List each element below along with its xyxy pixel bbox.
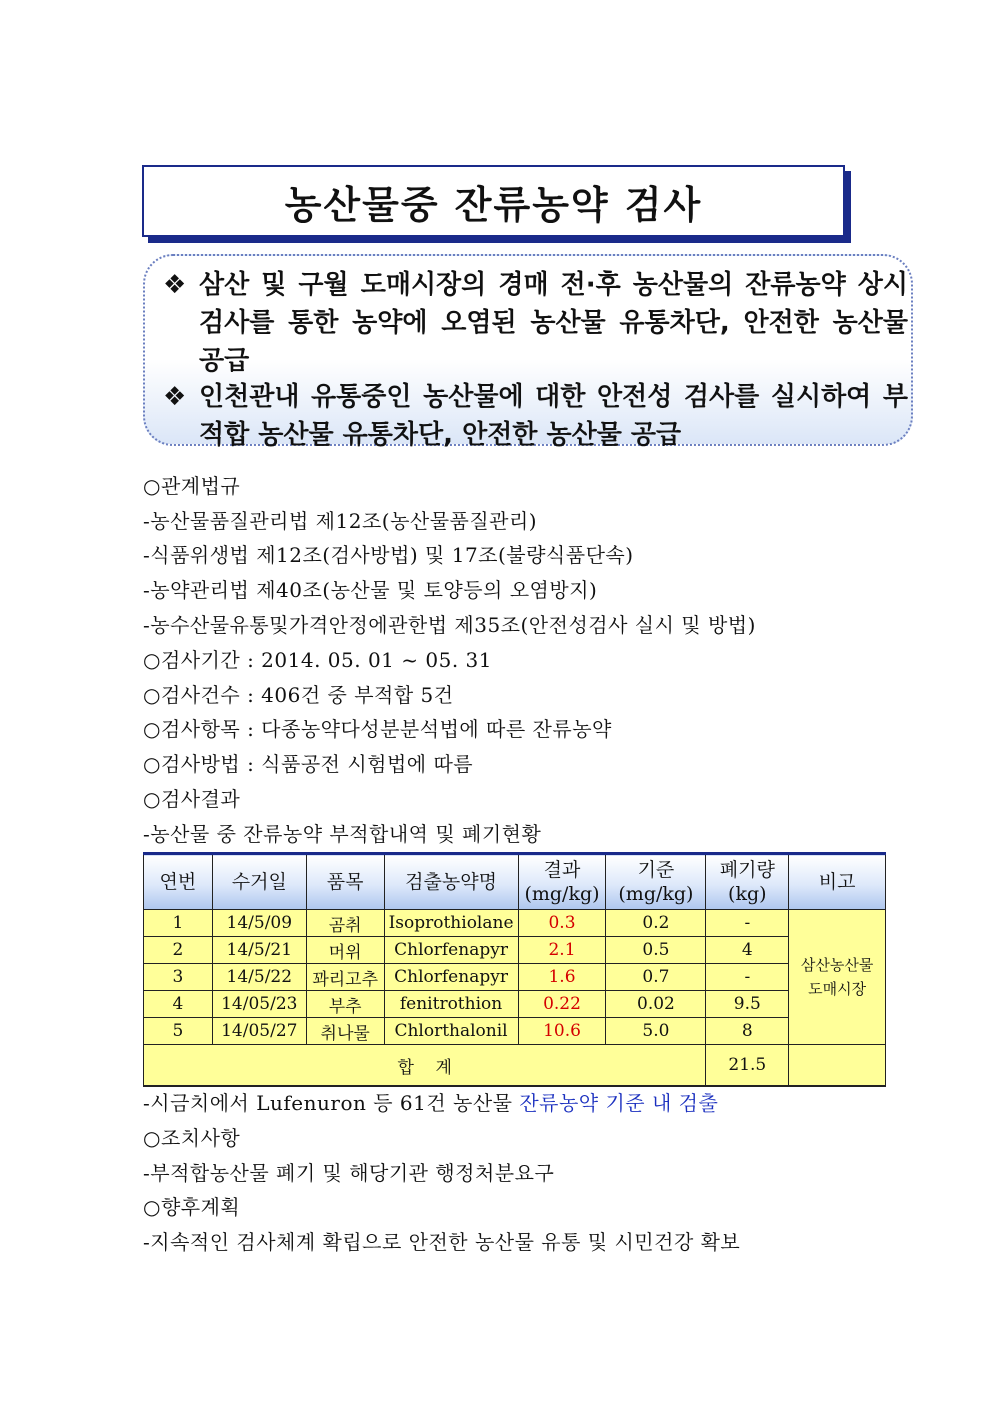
cell-note: 삼산농산물 도매시장 — [789, 910, 886, 1045]
cell-item: 머위 — [306, 937, 384, 964]
inspection-items: ○검사항목 : 다종농약다성분분석법에 따른 잔류농약 — [143, 717, 612, 741]
cell-date: 14/5/22 — [212, 964, 306, 991]
diamond-bullet-icon: ❖ — [163, 270, 187, 300]
cell-pesticide: Chlorthalonil — [384, 1018, 518, 1045]
header-cell: 결과 (mg/kg) — [518, 854, 606, 910]
header-cell: 비고 — [789, 854, 886, 910]
summary-bullet — [163, 266, 908, 380]
law-item: -식품위생법 제12조(검사방법) 및 17조(불량식품단속) — [143, 543, 634, 567]
cell-standard: 0.02 — [606, 991, 706, 1018]
title-frame — [142, 165, 845, 237]
inspection-method: ○검사방법 : 식품공전 시험법에 따름 — [143, 752, 474, 776]
cell-standard: 5.0 — [606, 1018, 706, 1045]
inspection-count: ○검사건수 : 406건 중 부적합 5건 — [143, 683, 454, 707]
cell-no: 3 — [144, 964, 213, 991]
section-heading: ○향후계획 — [143, 1195, 241, 1219]
table-row — [144, 964, 886, 991]
cell-result: 2.1 — [518, 937, 606, 964]
cell-pesticide: fenitrothion — [384, 991, 518, 1018]
plan-item: -지속적인 검사체계 확립으로 안전한 농산물 유통 및 시민건강 확보 — [143, 1230, 741, 1254]
cell-disposal: - — [706, 910, 789, 937]
diamond-bullet-icon: ❖ — [163, 382, 187, 412]
cell-result: 0.22 — [518, 991, 606, 1018]
section-heading: ○관계법규 — [143, 474, 241, 498]
header-cell: 폐기량 (kg) — [706, 854, 789, 910]
cell-pesticide: Chlorfenapyr — [384, 937, 518, 964]
section-heading: ○검사결과 — [143, 787, 241, 811]
cell-item: 꽈리고추 — [306, 964, 384, 991]
summary-bullet — [163, 378, 908, 454]
table-caption: -농산물 중 잔류농약 부적합내역 및 폐기현황 — [143, 822, 542, 846]
cell-item: 곰취 — [306, 910, 384, 937]
table-header-row — [144, 854, 886, 910]
results-table — [143, 852, 886, 1087]
table-row — [144, 910, 886, 937]
total-value: 21.5 — [706, 1045, 789, 1087]
cell-result: 1.6 — [518, 964, 606, 991]
cell-standard: 0.2 — [606, 910, 706, 937]
table-row — [144, 991, 886, 1018]
law-item: -농산물품질관리법 제12조(농산물품질관리) — [143, 509, 538, 533]
spinach-result — [143, 1087, 718, 1116]
cell-result: 0.3 — [518, 910, 606, 937]
cell-disposal: 4 — [706, 937, 789, 964]
cell-standard: 0.5 — [606, 937, 706, 964]
law-item: -농수산물유통및가격안정에관한법 제35조(안전성검사 실시 및 방법) — [143, 613, 756, 637]
cell-no: 1 — [144, 910, 213, 937]
total-empty-cell — [789, 1045, 886, 1087]
header-cell: 검출농약명 — [384, 854, 518, 910]
cell-standard: 0.7 — [606, 964, 706, 991]
cell-no: 5 — [144, 1018, 213, 1045]
cell-date: 14/5/09 — [212, 910, 306, 937]
spinach-result-text: -시금치에서 Lufenuron 등 61건 농산물 — [143, 1091, 520, 1115]
cell-date: 14/5/21 — [212, 937, 306, 964]
law-item: -농약관리법 제40조(농산물 및 토양등의 오염방지) — [143, 578, 598, 602]
header-cell: 품목 — [306, 854, 384, 910]
inspection-period: ○검사기간 : 2014. 05. 01 ~ 05. 31 — [143, 648, 492, 672]
cell-disposal: 9.5 — [706, 991, 789, 1018]
table-row — [144, 937, 886, 964]
cell-disposal: 8 — [706, 1018, 789, 1045]
summary-text: 인천관내 유통중인 농산물에 대한 안전성 검사를 실시하여 부적합 농산물 유통차단, 안전한 농산물 공급 — [199, 382, 908, 450]
page-title: 농산물중 잔류농약 검사 — [142, 165, 845, 237]
summary-box — [143, 254, 913, 450]
table-row — [144, 1018, 886, 1045]
total-label: 합 계 — [144, 1045, 706, 1087]
cell-item: 취나물 — [306, 1018, 384, 1045]
cell-pesticide: Chlorfenapyr — [384, 964, 518, 991]
action-item: -부적합농산물 폐기 및 해당기관 행정처분요구 — [143, 1161, 555, 1185]
table-total-row — [144, 1045, 886, 1087]
header-cell: 연번 — [144, 854, 213, 910]
section-heading: ○조치사항 — [143, 1126, 241, 1150]
cell-no: 2 — [144, 937, 213, 964]
spinach-result-highlight: 잔류농약 기준 내 검출 — [519, 1091, 719, 1115]
cell-date: 14/05/27 — [212, 1018, 306, 1045]
header-cell: 기준 (mg/kg) — [606, 854, 706, 910]
cell-date: 14/05/23 — [212, 991, 306, 1018]
cell-pesticide: Isoprothiolane — [384, 910, 518, 937]
cell-item: 부추 — [306, 991, 384, 1018]
cell-no: 4 — [144, 991, 213, 1018]
summary-text: 삼산 및 구월 도매시장의 경매 전·후 농산물의 잔류농약 상시검사를 통한 농약에 오염된 농산물 유통차단, 안전한 농산물 공급 — [199, 270, 908, 376]
cell-disposal: - — [706, 964, 789, 991]
header-cell: 수거일 — [212, 854, 306, 910]
cell-result: 10.6 — [518, 1018, 606, 1045]
